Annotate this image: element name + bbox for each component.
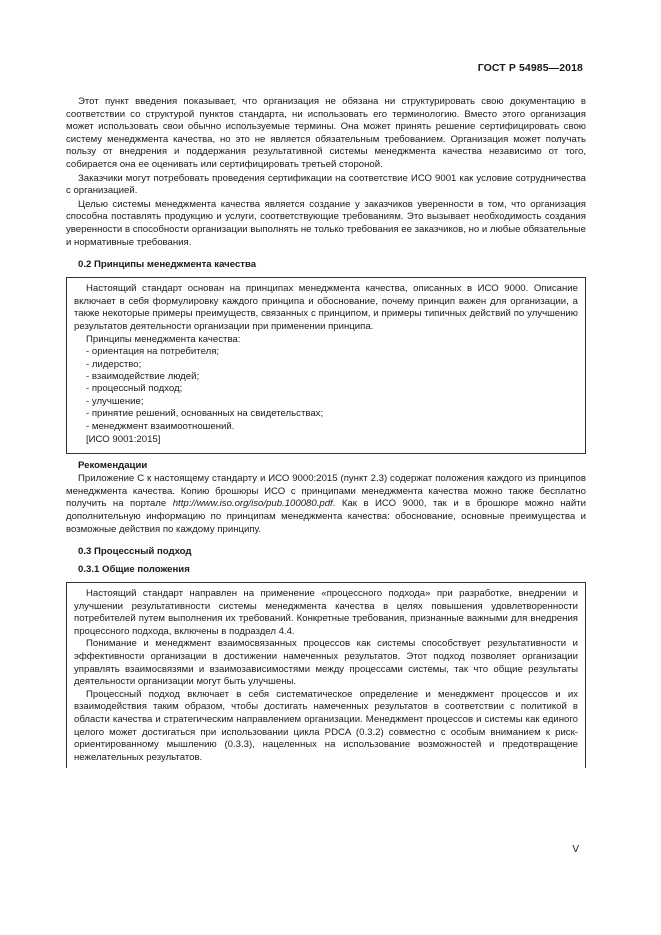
page-number: V (572, 844, 579, 855)
list-item: - лидерство; (86, 358, 142, 370)
reference-citation: [ИСО 9001:2015] (86, 433, 161, 445)
iso-portal-link[interactable]: http://www.iso.org/iso/pub.100080.pdf (172, 498, 333, 510)
list-item: - улучшение; (86, 395, 144, 407)
intro-paragraph: Этот пункт введения показывает, что организация не обязана ни структурировать свою документацию в соответствии со структурой пунктов стандарта, ни использовать его терминологию. Вместо этого организация может использовать свои обычно используемые термины. Она может принять решение сертифицировать свою систему менеджмента качества, но это не является обязательным требованием. Организация может получать пользу от внедрения и поддержания результативной системы менеджмента качества независимо от того, собирается она ее оценивать или сертифицировать третьей стороной. (66, 96, 586, 170)
intro-paragraph: Заказчики могут потребовать проведения сертификации на соответствие ИСО 9001 как условие сотрудничества с организацией. (66, 172, 586, 197)
section-heading-0-2: 0.2 Принципы менеджмента качества (78, 259, 257, 271)
box-paragraph: Процессный подход включает в себя систематическое определение и менеджмент процессов и их взаимодействия таким образом, чтобы достигать намеченных результатов в соответствии с политикой в области качества и стратегическим направлением организации. Менеджмент процессов и системы как единого целого может достигаться при использовании цикла PDCA (0.3.2) совместно с особым вниманием к риск-ориентированному мышлению (0.3.3), нацеленных на использование возможностей и предотвращение нежелательных результатов. (74, 688, 578, 763)
list-item: - ориентация на потребителя; (86, 346, 220, 358)
recommendations-paragraph (66, 473, 586, 536)
intro-section (66, 96, 586, 249)
list-item: - взаимодействие людей; (86, 370, 200, 382)
box-paragraph: Настоящий стандарт основан на принципах менеджмента качества, описанных в ИСО 9000. Описание включает в себя формулировку каждого принципа и обоснование, почему принцип важен для организации, а также некоторые примеры преимуществ, связанных с принципом, и примеры типичных действий по улучшению результатов деятельности организации при применении принципа. (74, 283, 578, 332)
quoted-standard-box-continued (66, 582, 586, 768)
list-item: - процессный подход; (86, 383, 183, 395)
quoted-standard-box (66, 277, 586, 453)
page-content (66, 96, 586, 768)
box-paragraph: Настоящий стандарт направлен на применение «процессного подхода» при разработке, внедрении и улучшении результативности системы менеджмента качества в целях повышения удовлетворенности потребителей путем выполнения их требований. Конкретные требования, признанные важными для внедрения процессного подхода, включены в подраздел 4.4. (74, 588, 578, 637)
document-code: ГОСТ Р 54985—2018 (477, 62, 583, 74)
recommendations-text-end: . Как в ИСО 9000, так и в брошюре можно найти дополнительную информацию по принципам менеджмента качества: обоснование, основные преимущества и возможные действия по каждому принципу. (66, 498, 586, 535)
list-item: - менеджмент взаимоотношений. (86, 420, 235, 432)
box-paragraph: Понимание и менеджмент взаимосвязанных процессов как системы способствует результативности и эффективности организации в достижении намеченных результатов. Этот подход позволяет организации управлять взаимосвязями и взаимозависимостями между процессами системы, так что общие результаты деятельности организации могут быть улучшены. (74, 638, 578, 688)
subsection-heading-0-3-1: 0.3.1 Общие положения (78, 564, 190, 576)
section-heading-0-3: 0.3 Процессный подход (78, 546, 192, 558)
principles-list (74, 346, 578, 433)
list-item: - принятие решений, основанных на свидетельствах; (86, 408, 324, 420)
principles-intro: Принципы менеджмента качества: (86, 333, 241, 345)
recommendations-heading: Рекомендации (78, 459, 148, 471)
intro-paragraph: Целью системы менеджмента качества является создание у заказчиков уверенности в том, что организация способна поставлять продукцию и услуги, соответствующие требованиям. Это вызывает необходимость создания уверенности в способности организации выполнять не только требования ее заказчиков, но и любые обязательные и нормативные требования. (66, 198, 586, 248)
recommendations-text-start: Приложение С к настоящему стандарту и ИСО 9000:2015 (пункт 2.3) содержат положения каждого из принципов менеджмента качества. Копию брошюры ИСО с принципами менеджмента качества можно также бесплатно получить на портале (66, 473, 586, 510)
